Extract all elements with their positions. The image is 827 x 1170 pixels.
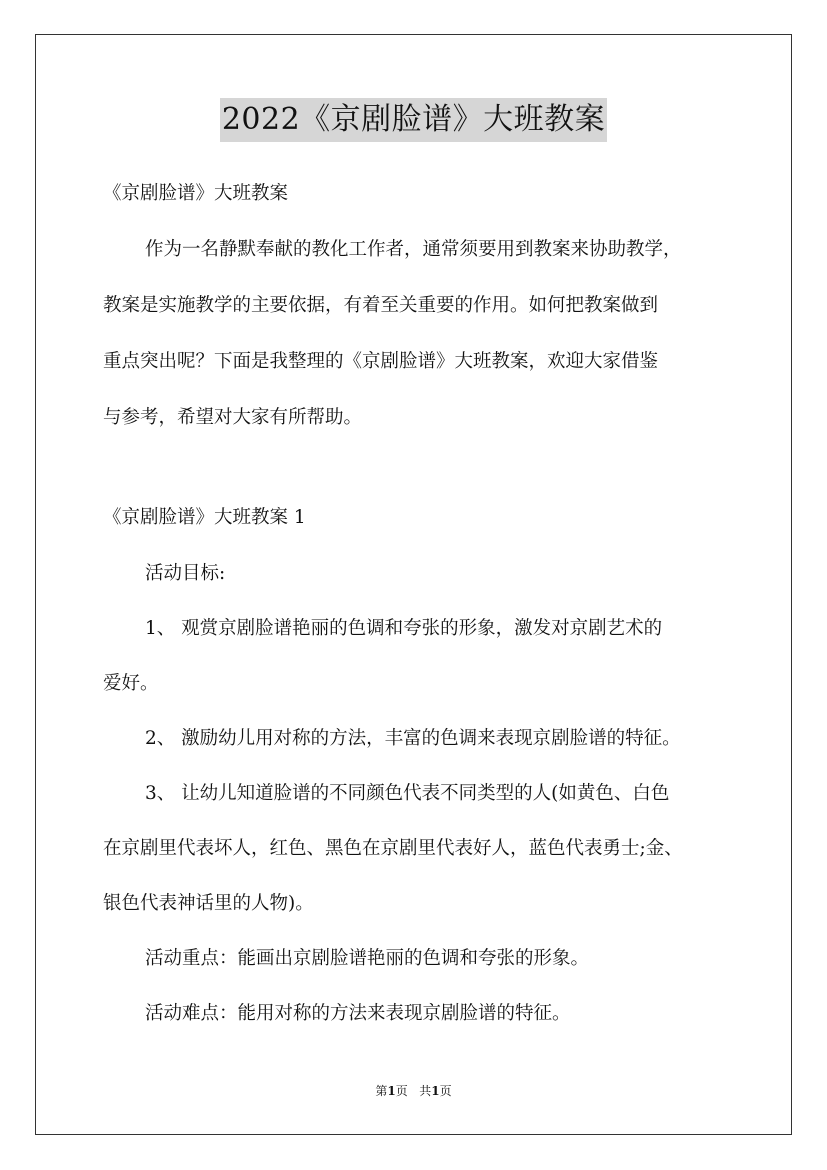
page-footer [0,1081,827,1101]
objective-3-line-1: 3、 让幼儿知道脸谱的不同颜色代表不同类型的人(如黄色、白色 [145,783,670,804]
intro-line-1: 作为一名静默奉献的教化工作者，通常须要用到教案来协助教学， [145,239,682,260]
intro-line-2: 教案是实施教学的主要依据，有着至关重要的作用。如何把教案做到 [103,295,659,316]
intro-line-3: 重点突出呢？下面是我整理的《京剧脸谱》大班教案，欢迎大家借鉴 [103,351,659,372]
objectives-label: 活动目标: [145,563,226,584]
intro-line-4: 与参考，希望对大家有所帮助。 [103,407,363,428]
total-suffix: 页 [439,1084,452,1098]
objective-2: 2、 激励幼儿用对称的方法，丰富的色调来表现京剧脸谱的特征。 [145,728,681,749]
page-number: 1 [387,1084,396,1098]
page-suffix: 页 [395,1084,408,1098]
page-prefix: 第 [375,1084,388,1098]
section-heading: 《京剧脸谱》大班教案 1 [103,507,306,528]
difficulty: 活动难点：能用对称的方法来表现京剧脸谱的特征。 [145,1003,571,1024]
objective-1-line-1: 1、 观赏京剧脸谱艳丽的色调和夸张的形象，激发对京剧艺术的 [145,618,663,639]
total-prefix: 共 [419,1084,432,1098]
objective-1-line-2: 爱好。 [103,673,159,694]
title-container [0,98,827,142]
key-point: 活动重点：能画出京剧脸谱艳丽的色调和夸张的形象。 [145,948,590,969]
total-pages: 1 [431,1084,440,1098]
objective-3-line-2: 在京剧里代表坏人，红色、黑色在京剧里代表好人，蓝色代表勇士;金、 [103,838,683,859]
document-title: 2022《京剧脸谱》大班教案 [220,98,607,142]
document-subtitle: 《京剧脸谱》大班教案 [103,183,289,204]
objective-3-line-3: 银色代表神话里的人物)。 [103,893,314,914]
